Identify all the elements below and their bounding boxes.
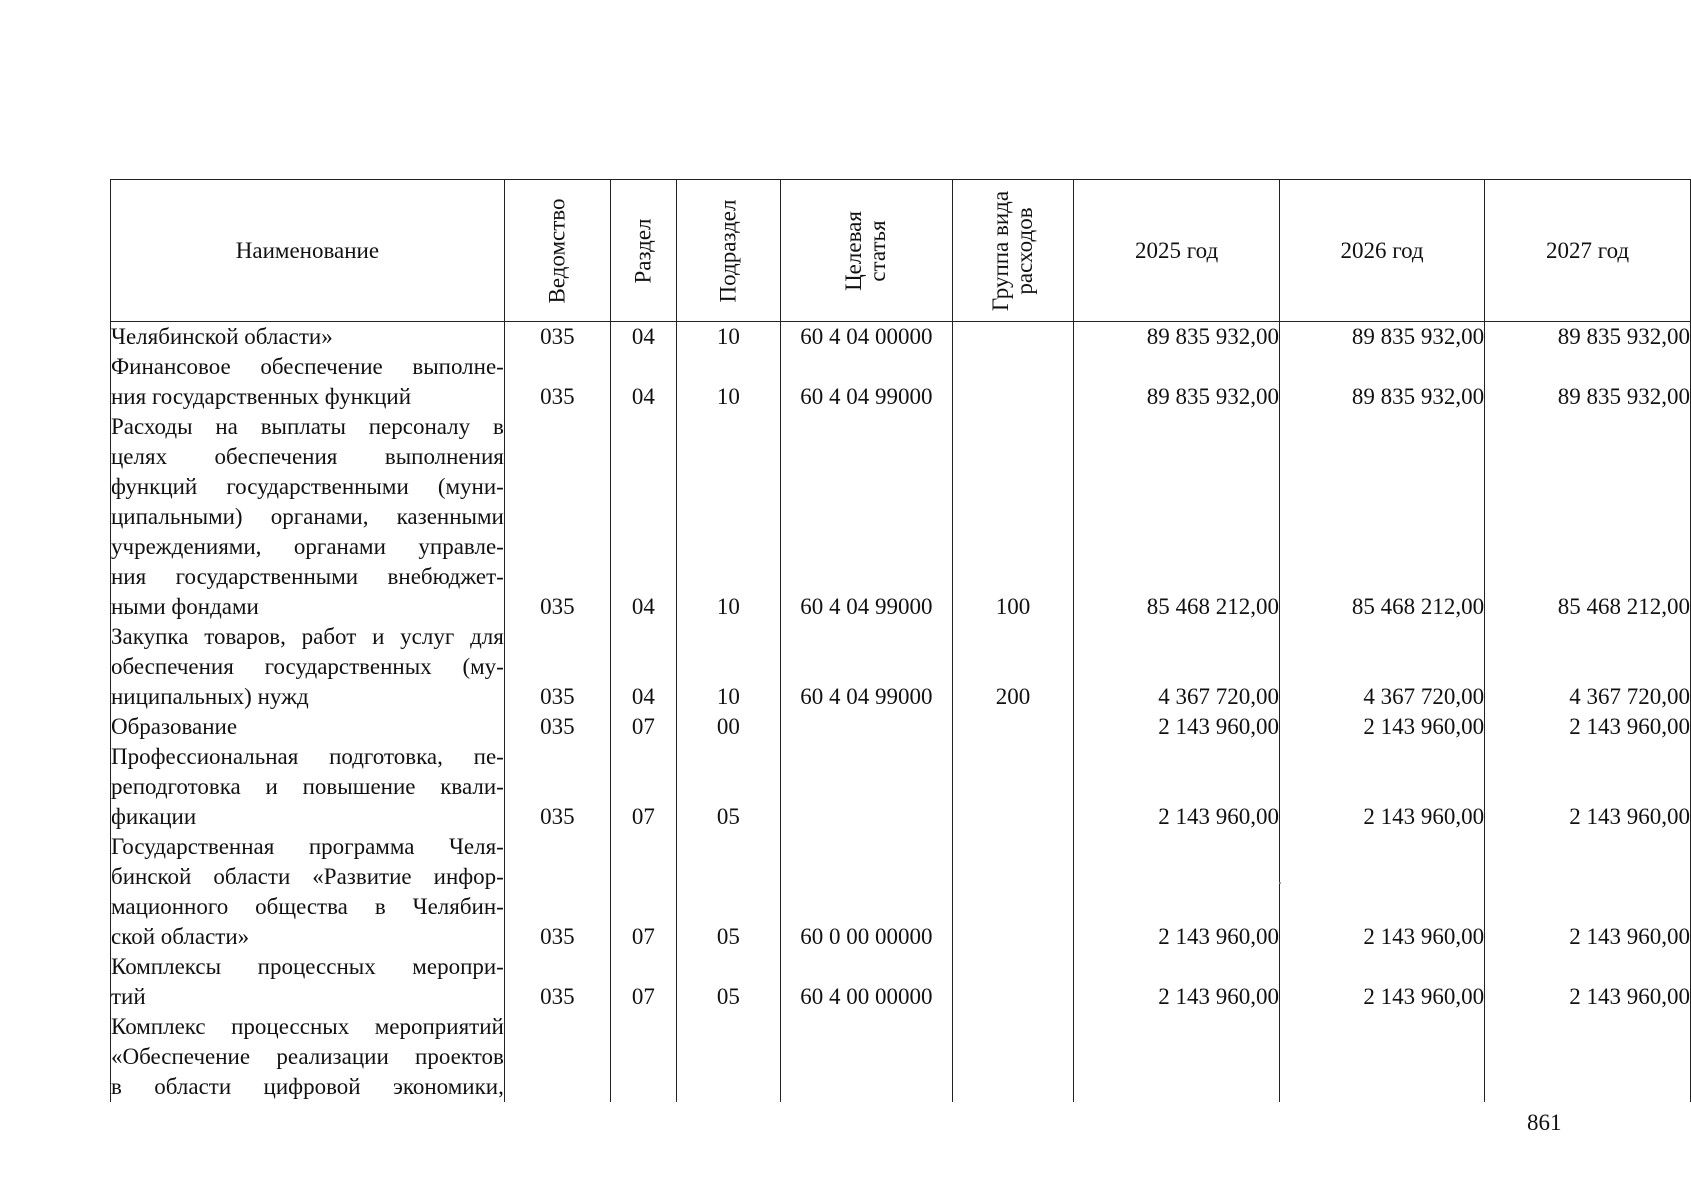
vedomstvo-cell: 035 [504,742,610,832]
budget-table [110,179,1691,1102]
amount-2027-cell: 2 143 960,00 [1485,952,1691,1012]
amount-2025-cell: 85 468 212,00 [1074,412,1280,622]
razdel-cell: 04 [610,622,676,712]
amount-2026-cell [1280,1012,1485,1102]
table-row [111,412,1691,622]
target-article-cell: 60 4 00 00000 [780,952,952,1012]
razdel-cell: 07 [610,712,676,742]
target-article-cell: 60 0 00 00000 [780,832,952,952]
amount-2027-cell: 2 143 960,00 [1485,832,1691,952]
header-podrazdel: Подраздел [676,180,780,322]
row-name-line: в области цифровой экономики, [111,1074,504,1099]
amount-2025-cell [1074,1012,1280,1102]
expense-group-cell: 200 [952,622,1073,712]
amount-2027-cell: 2 143 960,00 [1485,712,1691,742]
header-row [111,180,1691,322]
vedomstvo-cell: 035 [504,952,610,1012]
row-name-line: Закупка товаров, работ и услуг для [111,624,504,649]
expense-group-cell [952,832,1073,952]
target-article-cell [780,742,952,832]
row-name-cell [111,352,505,412]
row-name-cell [111,412,505,622]
row-name-cell [111,322,505,353]
table-row [111,622,1691,712]
podrazdel-cell: 10 [676,622,780,712]
row-name-line: учреждениями, органами управле- [111,534,504,559]
row-name-line: Комплекс процессных мероприятий [111,1014,504,1039]
table-row [111,952,1691,1012]
razdel-cell: 07 [610,742,676,832]
razdel-cell: 07 [610,952,676,1012]
row-name-line: ниципальных) нужд [111,684,309,709]
podrazdel-cell [676,1012,780,1102]
header-vedomstvo: Ведомство [504,180,610,322]
expense-group-cell [952,352,1073,412]
razdel-cell: 04 [610,352,676,412]
amount-2025-cell: 4 367 720,00 [1074,622,1280,712]
amount-2025-cell: 89 835 932,00 [1074,352,1280,412]
row-name-line: обеспечения государственных (му- [111,654,504,679]
podrazdel-cell: 10 [676,322,780,353]
header-year-2026: 2026 год [1280,180,1485,322]
amount-2025-cell: 2 143 960,00 [1074,742,1280,832]
target-article-cell: 60 4 04 99000 [780,412,952,622]
vedomstvo-cell: 035 [504,622,610,712]
amount-2027-cell: 2 143 960,00 [1485,742,1691,832]
row-name-line: Образование [111,714,238,739]
header-name: Наименование [111,180,505,322]
amount-2026-cell: 2 143 960,00 [1280,712,1485,742]
header-expense-group: Группа вида расходов [952,180,1073,322]
table-row [111,1012,1691,1102]
razdel-cell [610,1012,676,1102]
row-name-line: функций государственными (муни- [111,474,504,499]
row-name-line: ципальными) органами, казенными [111,504,504,529]
amount-2027-cell: 89 835 932,00 [1485,322,1691,353]
row-name-line: тий [111,984,146,1009]
row-name-line: ния государственных функций [111,384,411,409]
podrazdel-cell: 05 [676,832,780,952]
amount-2026-cell: 4 367 720,00 [1280,622,1485,712]
amount-2027-cell: 4 367 720,00 [1485,622,1691,712]
row-name-line: Челябинской области» [111,324,333,349]
podrazdel-cell: 10 [676,412,780,622]
amount-2026-cell: 2 143 960,00 [1280,952,1485,1012]
amount-2025-cell: 2 143 960,00 [1074,832,1280,952]
row-name-line: мационного общества в Челябин- [111,894,504,919]
vedomstvo-cell: 035 [504,352,610,412]
row-name-line: бинской области «Развитие инфор- [111,864,504,889]
amount-2026-cell: 2 143 960,00 [1280,742,1485,832]
table-row [111,322,1691,353]
table-body [111,322,1691,1103]
table-row [111,712,1691,742]
amount-2026-cell: 89 835 932,00 [1280,352,1485,412]
expense-group-cell [952,322,1073,353]
razdel-cell: 04 [610,412,676,622]
target-article-cell [780,712,952,742]
row-name-line: «Обеспечение реализации проектов [111,1044,504,1069]
row-name-line: ными фондами [111,594,259,619]
vedomstvo-cell: 035 [504,322,610,353]
amount-2025-cell: 89 835 932,00 [1074,322,1280,353]
row-name-line: фикации [111,804,197,829]
row-name-cell [111,1012,505,1102]
expense-group-cell: 100 [952,412,1073,622]
expense-group-cell [952,712,1073,742]
table-row [111,742,1691,832]
expense-group-cell [952,742,1073,832]
header-year-2027: 2027 год [1485,180,1691,322]
scan-speck [1279,882,1281,884]
razdel-cell: 04 [610,322,676,353]
row-name-line: реподготовка и повышение квали- [111,774,504,799]
vedomstvo-cell [504,1012,610,1102]
table-row [111,352,1691,412]
header-razdel: Раздел [610,180,676,322]
amount-2027-cell: 85 468 212,00 [1485,412,1691,622]
target-article-cell [780,1012,952,1102]
row-name-line: Комплексы процессных меропри- [111,954,504,979]
header-year-2025: 2025 год [1074,180,1280,322]
row-name-line: Финансовое обеспечение выполне- [111,354,504,379]
podrazdel-cell: 05 [676,742,780,832]
header-target-article: Целевая статья [780,180,952,322]
target-article-cell: 60 4 04 99000 [780,622,952,712]
row-name-cell [111,832,505,952]
podrazdel-cell: 05 [676,952,780,1012]
row-name-line: ния государственными внебюджет- [111,564,504,589]
row-name-cell [111,952,505,1012]
amount-2027-cell [1485,1012,1691,1102]
vedomstvo-cell: 035 [504,832,610,952]
row-name-cell [111,712,505,742]
expense-group-cell [952,1012,1073,1102]
amount-2026-cell: 85 468 212,00 [1280,412,1485,622]
vedomstvo-cell: 035 [504,712,610,742]
amount-2026-cell: 89 835 932,00 [1280,322,1485,353]
razdel-cell: 07 [610,832,676,952]
row-name-line: Расходы на выплаты персоналу в [111,414,504,439]
table-row [111,832,1691,952]
amount-2027-cell: 89 835 932,00 [1485,352,1691,412]
row-name-line: ской области» [111,924,250,949]
page-number: 861 [1527,1110,1562,1135]
row-name-line: Профессиональная подготовка, пе- [111,744,504,769]
target-article-cell: 60 4 04 99000 [780,352,952,412]
amount-2025-cell: 2 143 960,00 [1074,952,1280,1012]
podrazdel-cell: 10 [676,352,780,412]
amount-2026-cell: 2 143 960,00 [1280,832,1485,952]
row-name-line: Государственная программа Челя- [111,834,504,859]
row-name-cell [111,622,505,712]
expense-group-cell [952,952,1073,1012]
podrazdel-cell: 00 [676,712,780,742]
row-name-cell [111,742,505,832]
vedomstvo-cell: 035 [504,412,610,622]
amount-2025-cell: 2 143 960,00 [1074,712,1280,742]
row-name-line: целях обеспечения выполнения [111,444,504,469]
target-article-cell: 60 4 04 00000 [780,322,952,353]
